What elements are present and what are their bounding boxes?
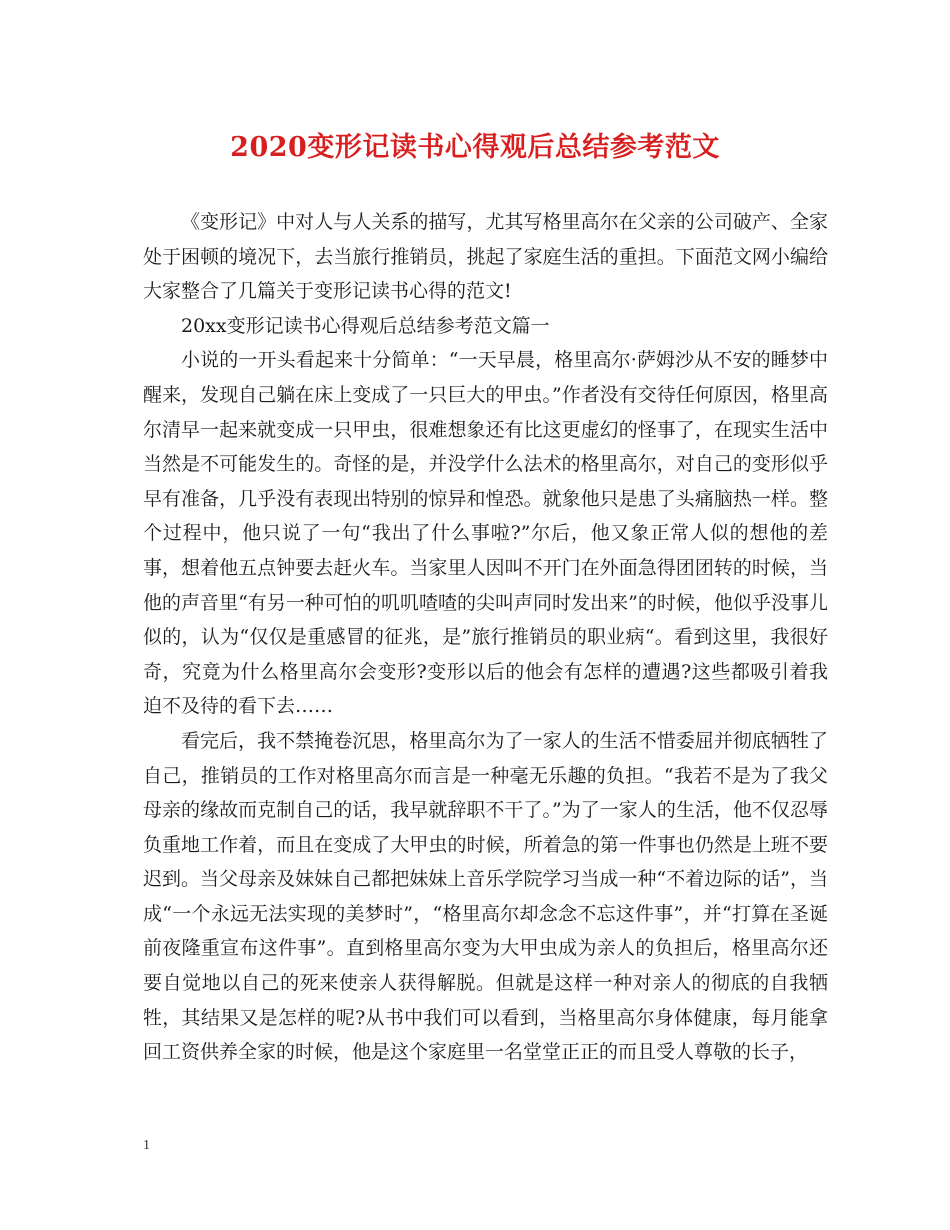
- page-number: 1: [143, 1138, 150, 1153]
- paragraph-reflection: 看完后，我不禁掩卷沉思，格里高尔为了一家人的生活不惜委屈并彻底牺牲了自己，推销员的工作对格里高尔而言是一种毫无乐趣的负担。“我若不是为了我父母亲的缘故而克制自己的话，我早就辞职不干了。”为了一家人的生活，他不仅忍辱负重地工作着，而且在变成了大甲虫的时候，所着急的第一件事也仍然是上班不要迟到。当父母亲及妹妹自己都把妹妹上音乐学院学习当成一种“不着边际的话”，当成“一个永远无法实现的美梦时”，“格里高尔却念念不忘这件事”，并“打算在圣诞前夜隆重宣布这件事”。直到格里高尔变为大甲虫成为亲人的负担后，格里高尔还要自觉地以自己的死来使亲人获得解脱。但就是这样一种对亲人的彻底的自我牺牲，其结果又是怎样的呢?从书中我们可以看到，当格里高尔身体健康，每月能拿回工资供养全家的时候，他是这个家庭里一名堂堂正正的而且受人尊敬的长子，: [143, 729, 828, 1064]
- paragraph-opening: 小说的一开头看起来十分简单：“一天早晨，格里高尔·萨姆沙从不安的睡梦中醒来，发现自己躺在床上变成了一只巨大的甲虫。”作者没有交待任何原因，格里高尔清早一起来就变成一只甲虫，很难想象还有比这更虚幻的怪事了，在现实生活中当然是不可能发生的。奇怪的是，并没学什么法术的格里高尔，对自己的变形似乎早有准备，几乎没有表现出特别的惊异和惶恐。就象他只是患了头痛脑热一样。整个过程中，他只说了一句“我出了什么事啦?”尔后，他又象正常人似的想他的差事，想着他五点钟要去赶火车。当家里人因叫不开门在外面急得团团转的时候，当他的声音里“有另一种可怕的叽叽喳喳的尖叫声同时发出来”的时候，他似乎没事儿似的，认为“仅仅是重感冒的征兆，是”旅行推销员的职业病“。看到这里，我很好奇，究竟为什么格里高尔会变形?变形以后的他会有怎样的遭遇?这些都吸引着我迫不及待的看下去……: [143, 349, 828, 718]
- section-heading: 20xx变形记读书心得观后总结参考范文篇一: [181, 314, 550, 337]
- document-body: [143, 205, 828, 1070]
- paragraph-intro: 《变形记》中对人与人关系的描写，尤其写格里高尔在父亲的公司破产、全家处于困顿的境况下，去当旅行推销员，挑起了家庭生活的重担。下面范文网小编给大家整合了几篇关于变形记读书心得的范文!: [143, 211, 828, 303]
- document-title: 2020变形记读书心得观后总结参考范文: [230, 132, 720, 163]
